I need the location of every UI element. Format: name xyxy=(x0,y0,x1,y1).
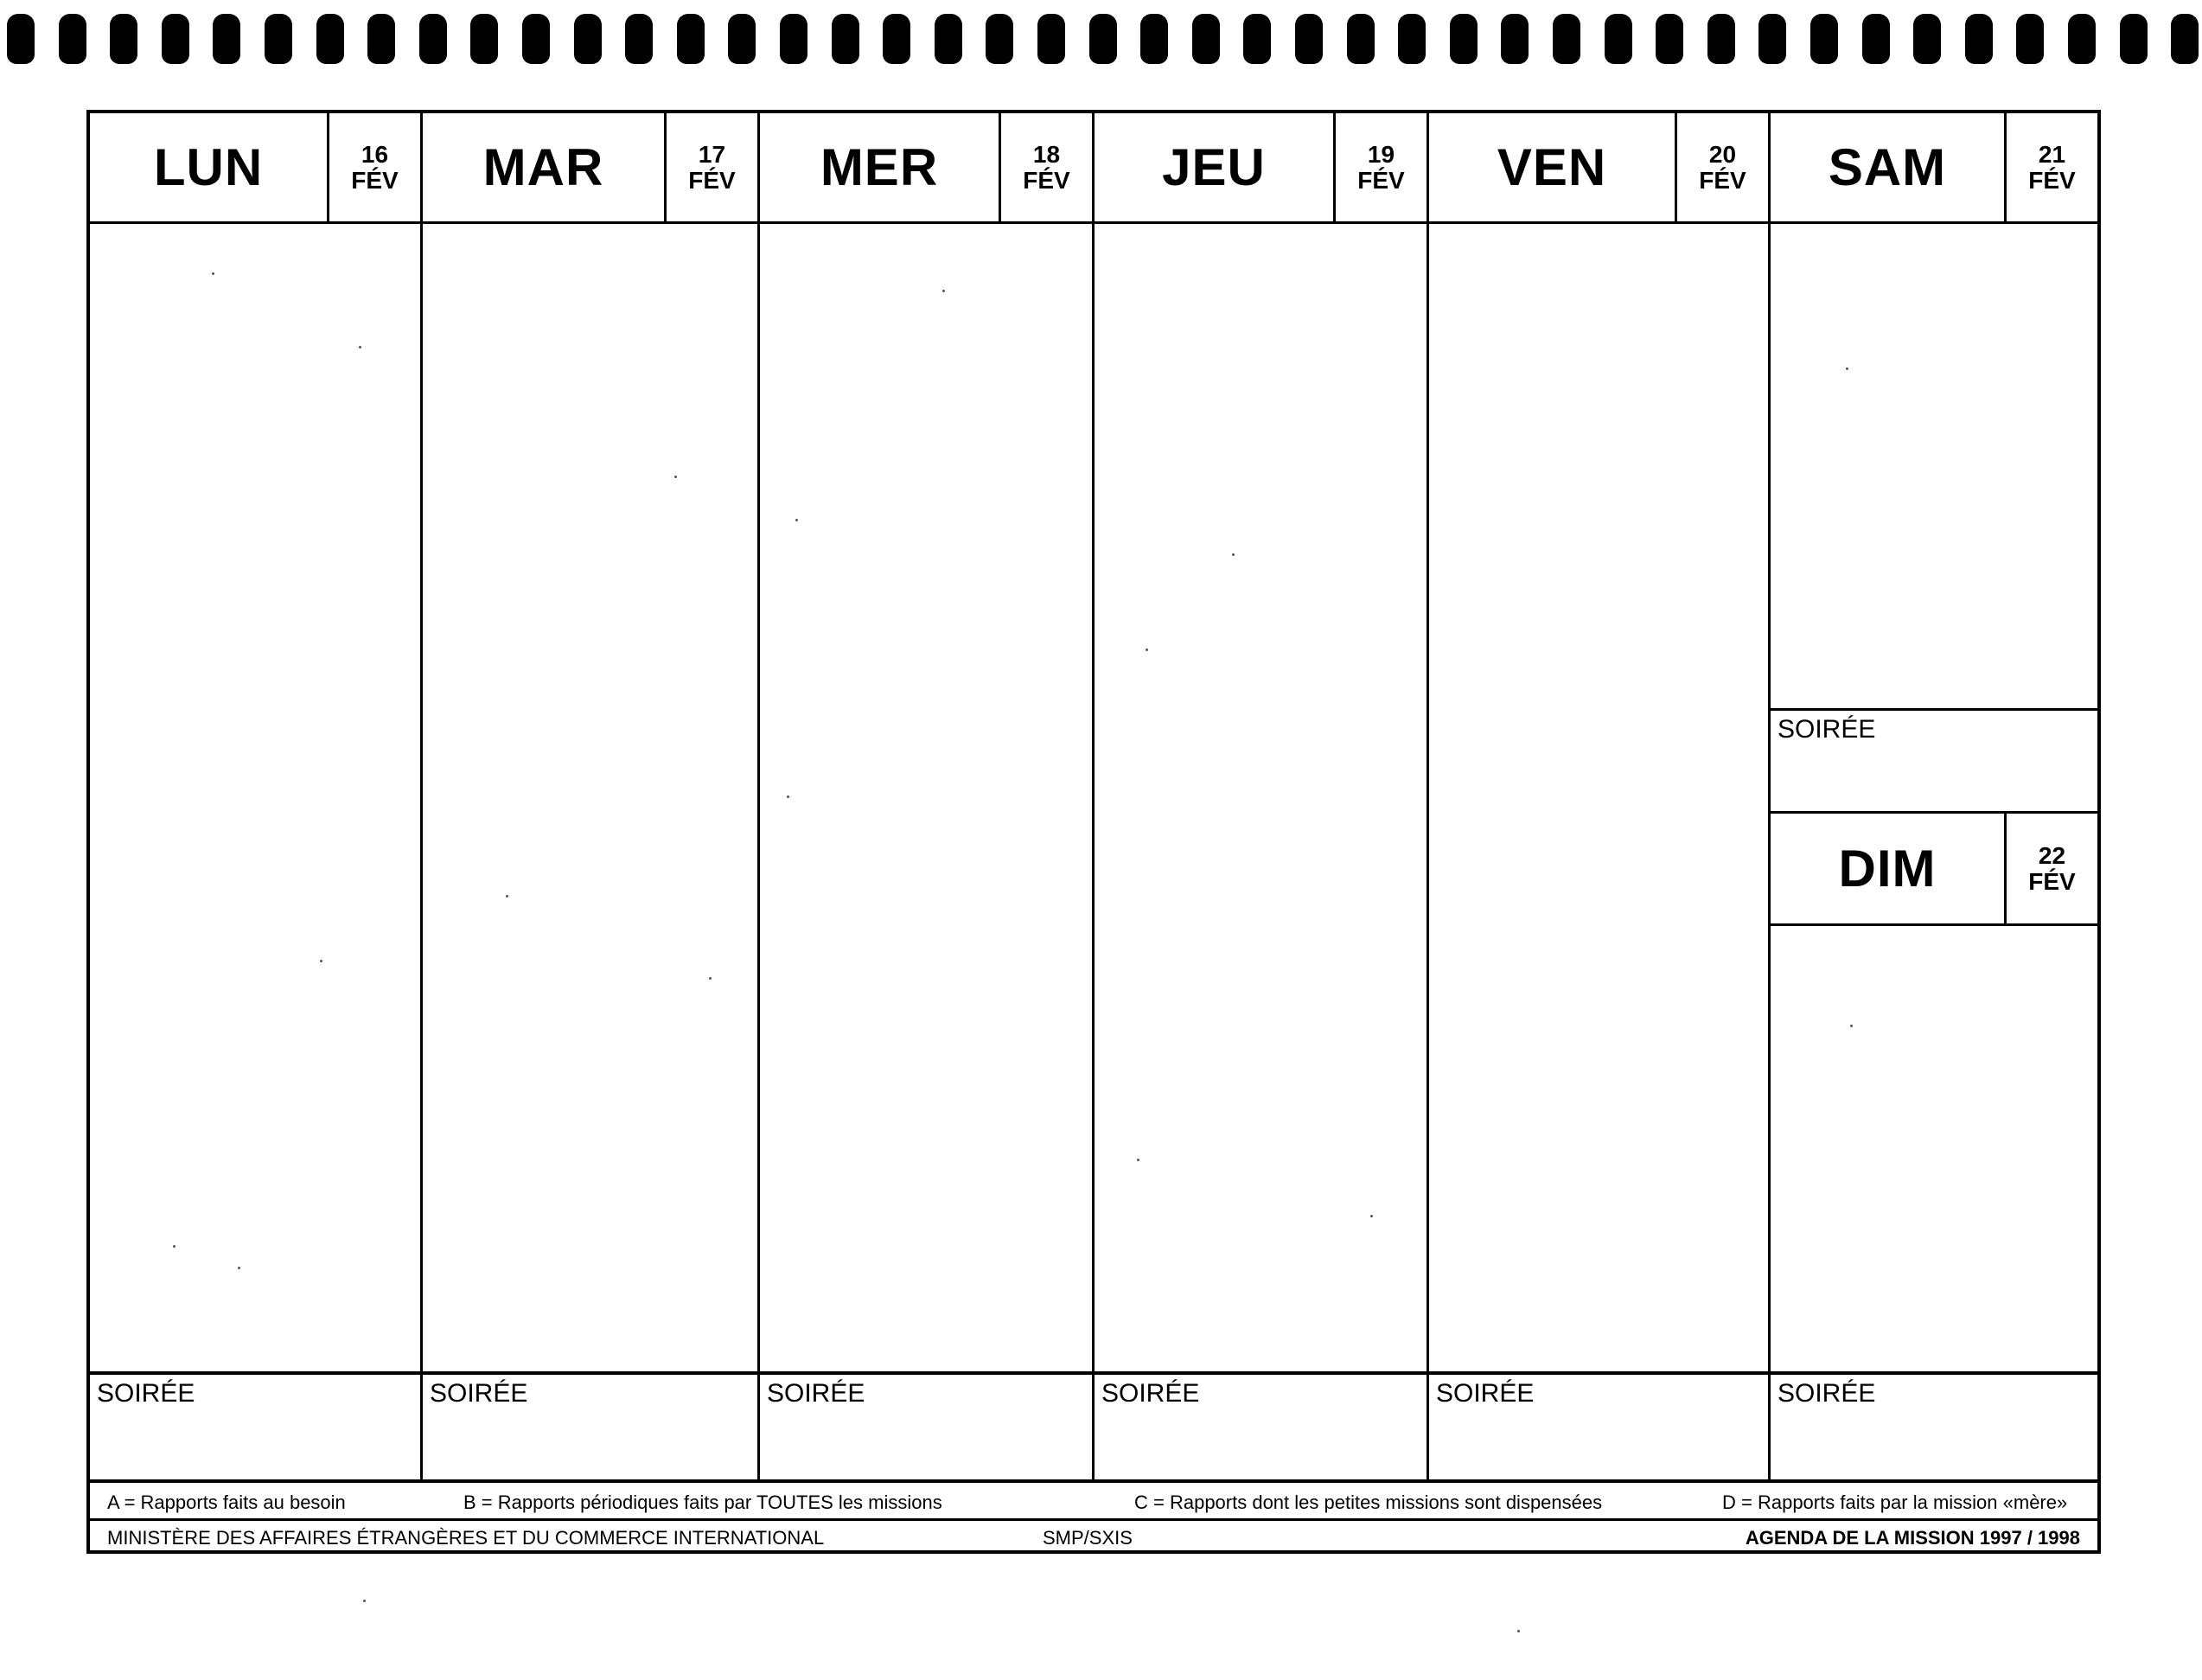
date-box xyxy=(999,113,1092,221)
binding-hole xyxy=(2068,14,2096,64)
evening-label: SOIRÉE xyxy=(97,1379,195,1408)
day-header xyxy=(90,113,420,224)
date-box xyxy=(664,113,757,221)
binding-hole xyxy=(1089,14,1117,64)
binding-hole xyxy=(265,14,292,64)
day-name: JEU xyxy=(1162,138,1266,196)
day-header xyxy=(423,113,757,224)
legend-a: A = Rapports faits au besoin xyxy=(107,1492,346,1513)
day-name: MAR xyxy=(482,138,604,196)
sunday-notes-area[interactable] xyxy=(1771,926,2097,1371)
evening-section[interactable] xyxy=(1429,1371,1768,1479)
evening-section[interactable] xyxy=(1095,1371,1427,1479)
binding-hole xyxy=(316,14,344,64)
binding-hole xyxy=(1243,14,1271,64)
day-name: DIM xyxy=(1838,840,1937,897)
date-day: 20 xyxy=(1708,140,1737,168)
binding-hole xyxy=(213,14,240,64)
date-month: FÉV xyxy=(2028,166,2076,194)
date-day: 21 xyxy=(2038,140,2066,168)
binding-hole xyxy=(7,14,35,64)
legend-row xyxy=(90,1479,2097,1521)
footer-row xyxy=(90,1521,2097,1554)
day-header xyxy=(1095,113,1427,224)
day-column-ven xyxy=(1429,113,1771,1479)
binding-hole xyxy=(1398,14,1426,64)
binding-hole xyxy=(470,14,498,64)
binding-hole xyxy=(1707,14,1735,64)
evening-section[interactable] xyxy=(90,1371,420,1479)
binding-hole xyxy=(1347,14,1375,64)
date-month: FÉV xyxy=(1023,166,1070,194)
sunday-evening-section[interactable] xyxy=(1771,1371,2097,1479)
binding-hole xyxy=(1810,14,1838,64)
binding-hole xyxy=(986,14,1013,64)
date-day: 17 xyxy=(698,140,726,168)
binding-hole xyxy=(574,14,602,64)
date-box xyxy=(327,113,420,221)
binding-hole xyxy=(1501,14,1529,64)
legend-c: C = Rapports dont les petites missions sont dispensées xyxy=(1134,1492,1603,1513)
evening-label: SOIRÉE xyxy=(1778,1379,1876,1408)
ministry-name: MINISTÈRE DES AFFAIRES ÉTRANGÈRES ET DU COMMERCE INTERNATIONAL xyxy=(107,1527,825,1549)
weekly-agenda-sheet xyxy=(86,110,2101,1554)
date-box xyxy=(2004,113,2097,221)
binding-hole xyxy=(1965,14,1993,64)
date-day: 18 xyxy=(1032,140,1061,168)
binding-hole xyxy=(522,14,550,64)
day-notes-area[interactable] xyxy=(1095,224,1427,1371)
binding-hole xyxy=(59,14,86,64)
binding-hole xyxy=(780,14,807,64)
binding-hole xyxy=(1140,14,1168,64)
date-box xyxy=(2004,814,2097,923)
saturday-evening-section[interactable] xyxy=(1771,708,2097,814)
agenda-title: AGENDA DE LA MISSION 1997 / 1998 xyxy=(1745,1527,2080,1549)
date-day: 22 xyxy=(2038,841,2066,869)
date-month: FÉV xyxy=(688,166,736,194)
date-month: FÉV xyxy=(351,166,399,194)
day-name: LUN xyxy=(153,138,264,196)
date-month: FÉV xyxy=(1699,166,1746,194)
day-header xyxy=(1771,113,2097,224)
binding-hole xyxy=(832,14,859,64)
evening-label: SOIRÉE xyxy=(1101,1379,1200,1408)
evening-section[interactable] xyxy=(760,1371,1092,1479)
binding-hole xyxy=(1553,14,1580,64)
binding-hole xyxy=(1192,14,1220,64)
binding-hole xyxy=(677,14,705,64)
binding-hole xyxy=(883,14,910,64)
day-notes-area[interactable] xyxy=(423,224,757,1371)
binding-hole xyxy=(935,14,962,64)
day-notes-area[interactable] xyxy=(760,224,1092,1371)
binding-hole xyxy=(110,14,137,64)
binding-hole xyxy=(2016,14,2044,64)
saturday-notes-area[interactable] xyxy=(1771,224,2097,708)
day-name: MER xyxy=(820,138,939,196)
date-month: FÉV xyxy=(1357,166,1405,194)
binding-hole xyxy=(1605,14,1632,64)
day-header xyxy=(1429,113,1768,224)
evening-label: SOIRÉE xyxy=(430,1379,528,1408)
legend-b: B = Rapports périodiques faits par TOUTES les missions xyxy=(463,1492,942,1513)
day-notes-area[interactable] xyxy=(90,224,420,1371)
binding-hole xyxy=(162,14,189,64)
binding-hole xyxy=(367,14,395,64)
evening-label: SOIRÉE xyxy=(767,1379,865,1408)
binding-hole xyxy=(1913,14,1941,64)
day-notes-area[interactable] xyxy=(1429,224,1768,1371)
day-column-mer xyxy=(760,113,1095,1479)
day-column-sam-dim xyxy=(1771,113,2097,1479)
binding-hole xyxy=(1295,14,1323,64)
binding-hole xyxy=(1656,14,1683,64)
date-day: 16 xyxy=(361,140,389,168)
binding-hole xyxy=(419,14,447,64)
binding-hole xyxy=(1862,14,1890,64)
binding-hole xyxy=(2120,14,2148,64)
binding-hole xyxy=(1037,14,1065,64)
spiral-binding-holes xyxy=(0,14,2202,69)
binding-hole xyxy=(1450,14,1478,64)
evening-section[interactable] xyxy=(423,1371,757,1479)
day-column-mar xyxy=(423,113,760,1479)
day-name: VEN xyxy=(1497,138,1607,196)
sunday-header xyxy=(1771,814,2097,926)
day-header xyxy=(760,113,1092,224)
evening-label: SOIRÉE xyxy=(1778,715,1876,744)
form-code: SMP/SXIS xyxy=(1043,1527,1133,1549)
date-box xyxy=(1675,113,1768,221)
legend-d: D = Rapports faits par la mission «mère» xyxy=(1722,1492,2068,1513)
day-column-lun xyxy=(90,113,423,1479)
binding-hole xyxy=(625,14,653,64)
binding-hole xyxy=(1758,14,1786,64)
date-day: 19 xyxy=(1367,140,1395,168)
day-column-jeu xyxy=(1095,113,1429,1479)
date-box xyxy=(1333,113,1427,221)
evening-label: SOIRÉE xyxy=(1436,1379,1535,1408)
day-name: SAM xyxy=(1828,138,1947,196)
binding-hole xyxy=(2171,14,2199,64)
date-month: FÉV xyxy=(2028,867,2076,895)
binding-hole xyxy=(728,14,756,64)
